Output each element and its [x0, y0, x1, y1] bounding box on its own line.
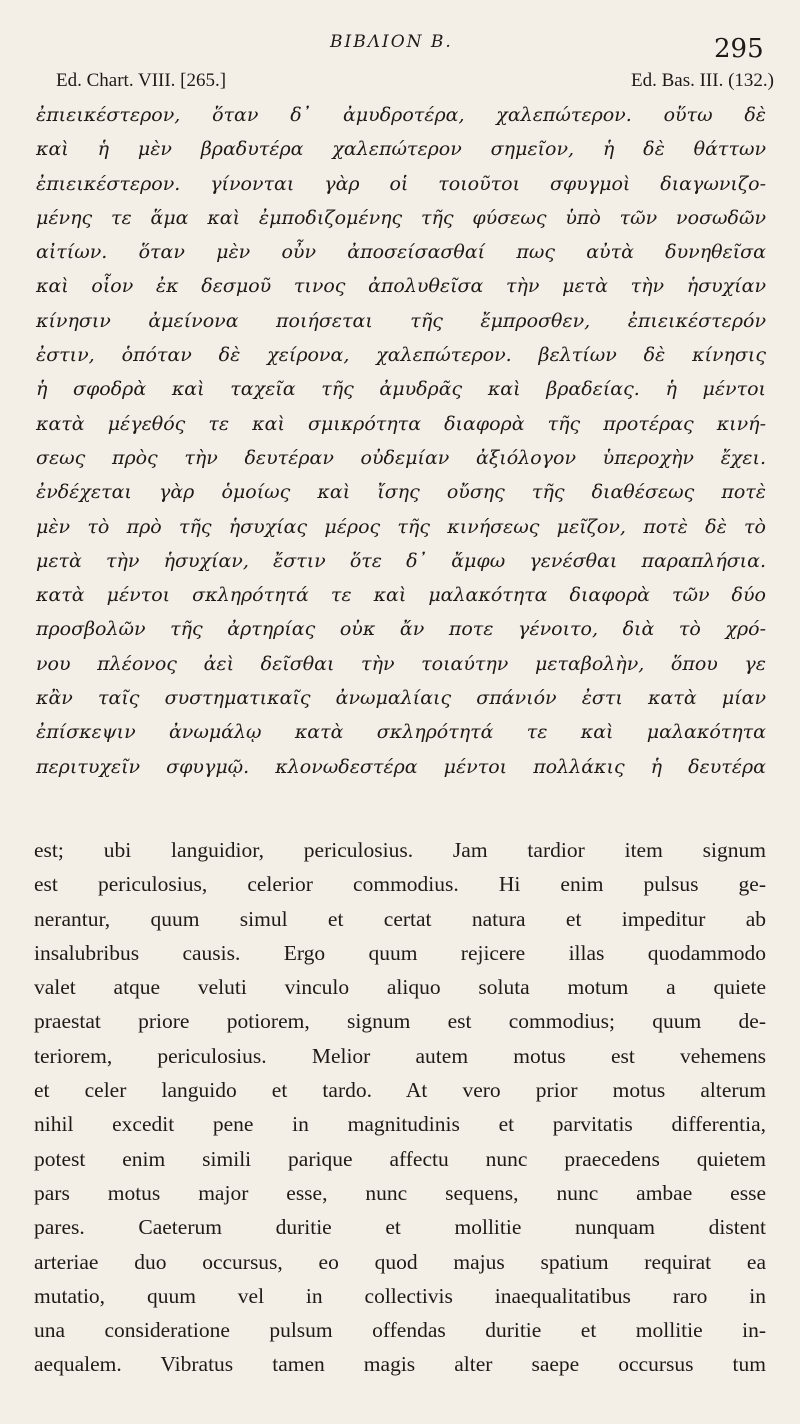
- edition-chartier: Ed. Chart. VIII. [265.]: [56, 70, 227, 91]
- greek-text-line: ἐπιεικέστερον. γίνονται γὰρ οἱ τοιοῦτοι σφυγμοὶ διαγωνιζο-: [36, 172, 766, 195]
- latin-text-line: praestat priore potiorem, signum est commodius; quum de-: [34, 1009, 766, 1034]
- latin-text-line: aequalem. Vibratus tamen magis alter saepe occursus tum: [34, 1352, 766, 1377]
- latin-text-line: teriorem, periculosius. Melior autem motus est vehemens: [34, 1043, 766, 1068]
- greek-text-line: ἐπίσκεψιν ἀνωμάλῳ κατὰ σκληρότητά τε καὶ μαλακότητα: [36, 721, 766, 744]
- latin-text-line: arteriae duo occursus, eo quod majus spatium requirat ea: [34, 1249, 766, 1274]
- latin-text-line: et celer languido et tardo. At vero prior motus alterum: [34, 1078, 766, 1103]
- greek-text-line: σεως πρὸς τὴν δευτέραν οὐδεμίαν ἀξιόλογον ὑπεροχὴν ἔχει.: [36, 446, 766, 469]
- greek-text-line: καὶ ἡ μὲν βραδυτέρα χαλεπώτερον σημεῖον, ἡ δὲ θάττων: [36, 138, 766, 161]
- greek-text-line: προσβολῶν τῆς ἀρτηρίας οὐκ ἄν ποτε γένοιτο, διὰ τὸ χρό-: [36, 618, 766, 641]
- latin-text-line: nihil excedit pene in magnitudinis et parvitatis differentia,: [34, 1112, 766, 1137]
- greek-text-line: ἐνδέχεται γὰρ ὁμοίως καὶ ἴσης οὔσης τῆς διαθέσεως ποτὲ: [36, 481, 766, 504]
- latin-text-line: potest enim simili parique affectu nunc praecedens quietem: [34, 1146, 766, 1171]
- greek-text-line: περιτυχεῖν σφυγμῷ. κλονωδεστέρα μέντοι πολλάκις ἡ δευτέρα: [36, 755, 766, 778]
- greek-text-line: ἡ σφοδρὰ καὶ ταχεῖα τῆς ἀμυδρᾶς καὶ βραδείας. ἡ μέντοι: [36, 378, 766, 401]
- edition-references: [34, 70, 774, 98]
- latin-text-line: mutatio, quum vel in collectivis inaequalitatibus raro in: [34, 1283, 766, 1308]
- latin-text-line: nerantur, quum simul et certat natura et impeditur ab: [34, 906, 766, 931]
- greek-text-line: κατὰ μέντοι σκληρότητά τε καὶ μαλακότητα διαφορὰ τῶν δύο: [36, 584, 766, 607]
- greek-text-line: κἂν ταῖς συστηματικαῖς ἀνωμαλίαις σπάνιόν ἐστι κατὰ μίαν: [36, 687, 766, 710]
- latin-text-line: valet atque veluti vinculo aliquo soluta motum a quiete: [34, 975, 766, 1000]
- latin-text-line: est periculosius, celerior commodius. Hi enim pulsus ge-: [34, 872, 766, 897]
- latin-text-line: pares. Caeterum duritie et mollitie nunquam distent: [34, 1215, 766, 1240]
- latin-text-line: pars motus major esse, nunc sequens, nunc ambae esse: [34, 1180, 766, 1205]
- greek-text-line: κίνησιν ἀμείνονα ποιήσεται τῆς ἔμπροσθεν, ἐπιεικέστερόν: [36, 309, 766, 332]
- greek-text-line: μετὰ τὴν ἡσυχίαν, ἔστιν ὅτε δ᾽ ἄμφω γενέσθαι παραπλήσια.: [36, 549, 766, 572]
- greek-text-line: νου πλέονος ἀεὶ δεῖσθαι τὴν τοιαύτην μεταβολὴν, ὅπου γε: [36, 652, 766, 675]
- greek-text-line: καὶ οἷον ἐκ δεσμοῦ τινος ἀπολυθεῖσα τὴν μετὰ τὴν ἡσυχίαν: [36, 275, 766, 298]
- latin-text-line: insalubribus causis. Ergo quum rejicere illas quodammodo: [34, 940, 766, 965]
- edition-basel: Ed. Bas. III. (132.): [631, 70, 774, 91]
- latin-text-line: est; ubi languidior, periculosius. Jam tardior item signum: [34, 838, 766, 862]
- greek-text: [36, 98, 766, 784]
- greek-text-line: κατὰ μέγεθός τε καὶ σμικρότητα διαφορὰ τῆς προτέρας κινή-: [36, 412, 766, 435]
- greek-text-line: ἐπιεικέστερον, ὅταν δ᾽ ἀμυδροτέρα, χαλεπώτερον. οὕτω δὲ: [36, 104, 766, 126]
- latin-translation: [34, 833, 766, 1382]
- greek-text-line: ἐστιν, ὁπόταν δὲ χείρονα, χαλεπώτερον. βελτίων δὲ κίνησις: [36, 344, 766, 367]
- latin-text-line: una consideratione pulsum offendas duritie et mollitie in-: [34, 1318, 766, 1343]
- greek-text-line: μένης τε ἅμα καὶ ἐμποδιζομένης τῆς φύσεως ὑπὸ τῶν νοσωδῶν: [36, 206, 766, 229]
- page-number: 295: [714, 34, 764, 64]
- book-title: ΒΙΒΛΙΟΝ Β.: [330, 32, 453, 52]
- greek-text-line: αἰτίων. ὅταν μὲν οὖν ἀποσείσασθαί πως αὐτὰ δυνηθεῖσα: [36, 241, 766, 264]
- greek-text-line: μὲν τὸ πρὸ τῆς ἡσυχίας μέρος τῆς κινήσεως μεῖζον, ποτὲ δὲ τὸ: [36, 515, 766, 538]
- running-head: [0, 30, 800, 64]
